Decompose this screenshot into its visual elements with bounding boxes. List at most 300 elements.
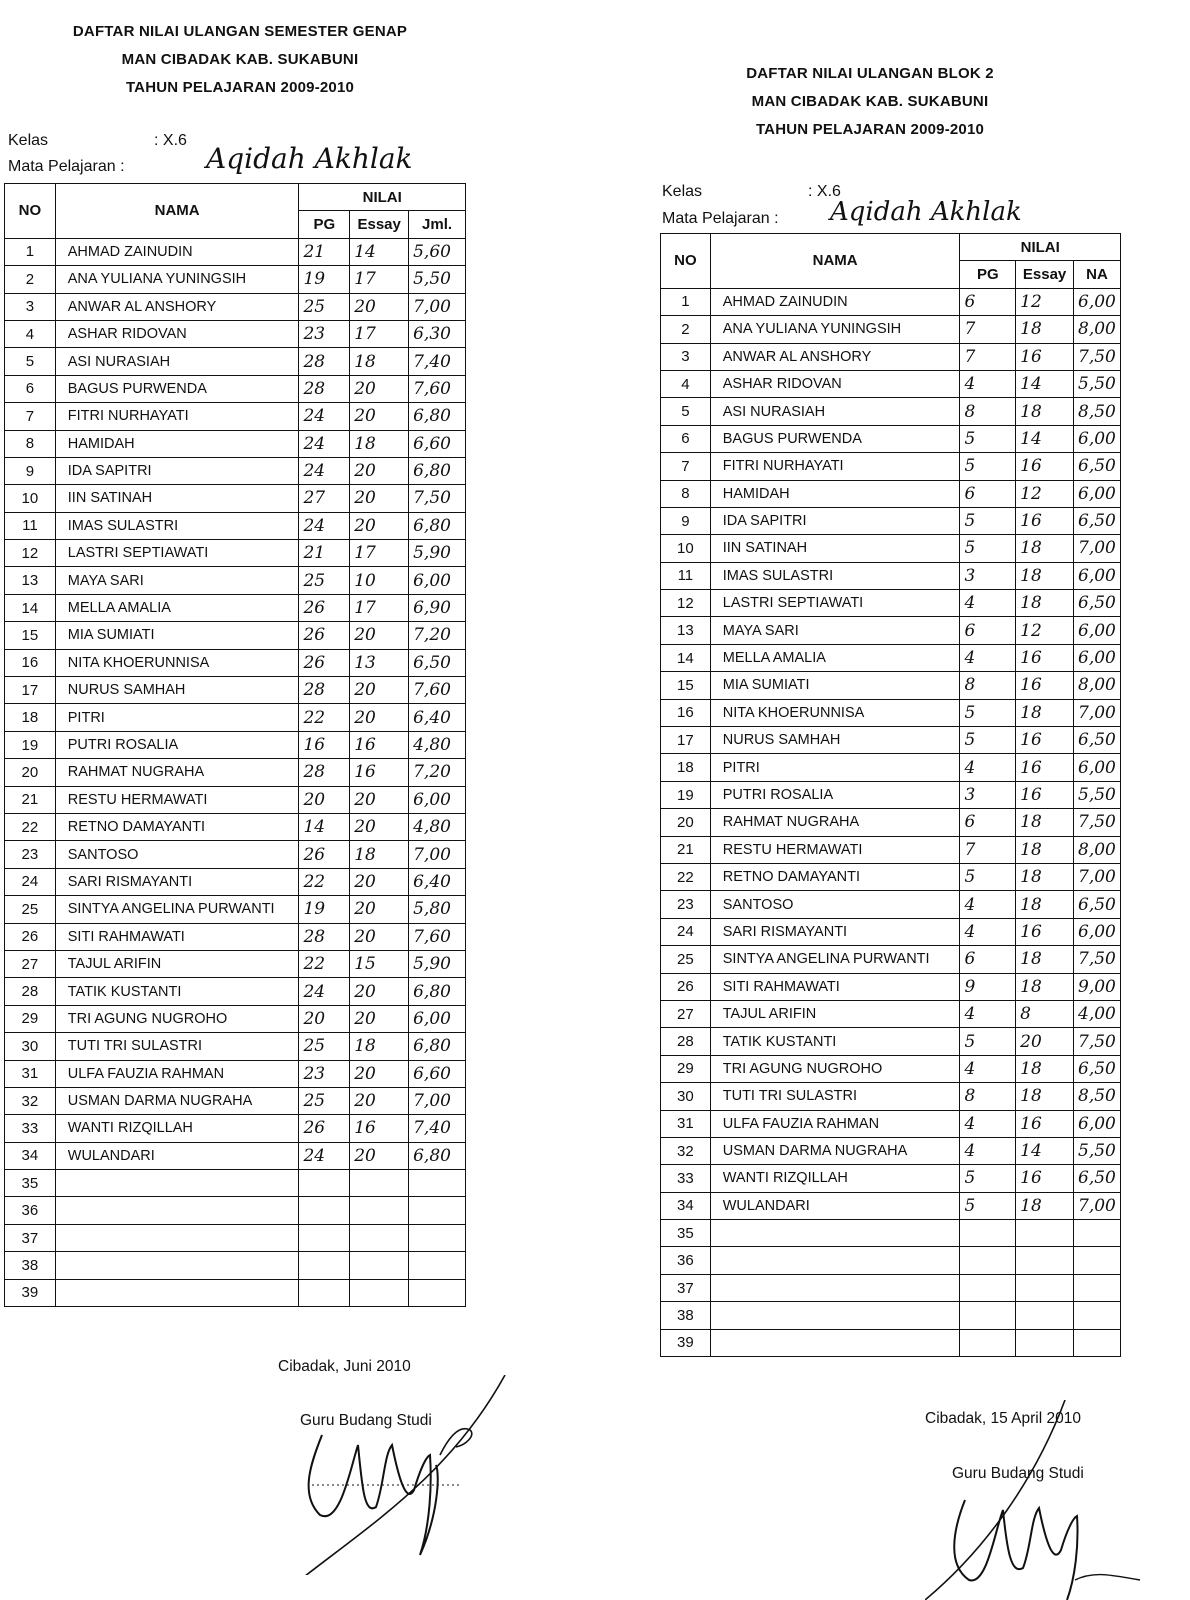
- essay-score: 18: [1016, 946, 1074, 973]
- left-title-line-2: MAN CIBADAK KAB. SUKABUNI: [121, 51, 359, 68]
- na-score: [1074, 1220, 1121, 1247]
- table-row: [661, 288, 1121, 315]
- pg-score: 4: [960, 1110, 1016, 1137]
- row-number: 12: [5, 540, 56, 567]
- student-name: RAHMAT NUGRAHA: [710, 809, 960, 836]
- jml-score: 6,60: [409, 1060, 466, 1087]
- table-row: [5, 1142, 466, 1169]
- pg-score: 6: [960, 480, 1016, 507]
- student-name: FITRI NURHAYATI: [710, 453, 960, 480]
- left-header-no: NO: [5, 184, 56, 239]
- essay-score: 20: [350, 677, 409, 704]
- pg-score: [960, 1302, 1016, 1329]
- student-name: PITRI: [55, 704, 299, 731]
- student-name: MIA SUMIATI: [55, 622, 299, 649]
- right-header-nilai: NILAI: [960, 234, 1121, 261]
- essay-score: 16: [1016, 1110, 1074, 1137]
- essay-score: [350, 1224, 409, 1251]
- essay-score: 12: [1016, 480, 1074, 507]
- na-score: [1074, 1274, 1121, 1301]
- row-number: 6: [5, 375, 56, 402]
- row-number: 14: [661, 644, 711, 671]
- essay-score: 18: [350, 430, 409, 457]
- jml-score: 7,50: [409, 485, 466, 512]
- row-number: 26: [661, 973, 711, 1000]
- table-row: [5, 266, 466, 293]
- na-score: 8,00: [1074, 316, 1121, 343]
- student-name: MIA SUMIATI: [710, 672, 960, 699]
- left-place-date: Cibadak, Juni 2010: [278, 1358, 411, 1375]
- pg-score: 20: [299, 786, 350, 813]
- student-name: SANTOSO: [710, 891, 960, 918]
- table-row: [5, 841, 466, 868]
- row-number: 11: [5, 512, 56, 539]
- row-number: 39: [661, 1329, 711, 1356]
- na-score: 7,00: [1074, 699, 1121, 726]
- student-name: RESTU HERMAWATI: [710, 836, 960, 863]
- essay-score: 20: [350, 896, 409, 923]
- table-row: [5, 868, 466, 895]
- student-name: IMAS SULASTRI: [710, 562, 960, 589]
- jml-score: 4,80: [409, 813, 466, 840]
- table-row: [661, 507, 1121, 534]
- pg-score: [960, 1329, 1016, 1356]
- na-score: [1074, 1329, 1121, 1356]
- jml-score: 6,30: [409, 320, 466, 347]
- table-row: [661, 1247, 1121, 1274]
- right-mapel-label: Mata Pelajaran :: [662, 210, 779, 227]
- essay-score: 16: [1016, 672, 1074, 699]
- na-score: 7,50: [1074, 1028, 1121, 1055]
- student-name: [55, 1252, 299, 1279]
- essay-score: 16: [1016, 453, 1074, 480]
- jml-score: 7,60: [409, 375, 466, 402]
- pg-score: 4: [960, 590, 1016, 617]
- right-grade-table: [660, 233, 1121, 1357]
- table-row: [5, 1060, 466, 1087]
- pg-score: 24: [299, 1142, 350, 1169]
- jml-score: 6,00: [409, 786, 466, 813]
- table-row: [5, 485, 466, 512]
- table-row: [661, 1110, 1121, 1137]
- row-number: 33: [661, 1165, 711, 1192]
- na-score: 8,50: [1074, 1083, 1121, 1110]
- row-number: 34: [5, 1142, 56, 1169]
- na-score: 5,50: [1074, 781, 1121, 808]
- student-name: IMAS SULASTRI: [55, 512, 299, 539]
- table-row: [5, 1087, 466, 1114]
- essay-score: 17: [350, 320, 409, 347]
- pg-score: 5: [960, 535, 1016, 562]
- na-score: 6,00: [1074, 480, 1121, 507]
- pg-score: 19: [299, 266, 350, 293]
- pg-score: 8: [960, 672, 1016, 699]
- essay-score: 13: [350, 649, 409, 676]
- na-score: 8,00: [1074, 672, 1121, 699]
- na-score: 6,50: [1074, 507, 1121, 534]
- table-row: [661, 973, 1121, 1000]
- essay-score: 18: [1016, 1192, 1074, 1219]
- table-row: [661, 343, 1121, 370]
- row-number: 9: [5, 457, 56, 484]
- essay-score: 18: [1016, 836, 1074, 863]
- student-name: [710, 1247, 960, 1274]
- table-row: [661, 1329, 1121, 1356]
- student-name: TRI AGUNG NUGROHO: [55, 1005, 299, 1032]
- student-name: [55, 1224, 299, 1251]
- table-row: [5, 540, 466, 567]
- row-number: 32: [661, 1137, 711, 1164]
- na-score: 6,00: [1074, 644, 1121, 671]
- essay-score: [350, 1252, 409, 1279]
- student-name: IIN SATINAH: [710, 535, 960, 562]
- na-score: 6,50: [1074, 891, 1121, 918]
- table-row: [661, 644, 1121, 671]
- table-row: [661, 480, 1121, 507]
- pg-score: 22: [299, 704, 350, 731]
- pg-score: 22: [299, 868, 350, 895]
- na-score: 8,00: [1074, 836, 1121, 863]
- pg-score: 4: [960, 754, 1016, 781]
- row-number: 19: [661, 781, 711, 808]
- pg-score: 6: [960, 946, 1016, 973]
- student-name: [710, 1220, 960, 1247]
- pg-score: [960, 1220, 1016, 1247]
- table-row: [661, 754, 1121, 781]
- essay-score: 18: [1016, 535, 1074, 562]
- student-name: HAMIDAH: [55, 430, 299, 457]
- row-number: 31: [661, 1110, 711, 1137]
- student-name: [710, 1274, 960, 1301]
- essay-score: 18: [1016, 1083, 1074, 1110]
- table-row: [5, 649, 466, 676]
- pg-score: 5: [960, 1192, 1016, 1219]
- na-score: 6,00: [1074, 562, 1121, 589]
- table-row: [5, 1170, 466, 1197]
- essay-score: 17: [350, 540, 409, 567]
- table-row: [661, 562, 1121, 589]
- essay-score: 18: [1016, 562, 1074, 589]
- student-name: NURUS SAMHAH: [710, 727, 960, 754]
- left-mapel-label: Mata Pelajaran :: [8, 158, 125, 175]
- table-row: [5, 1279, 466, 1306]
- row-number: 39: [5, 1279, 56, 1306]
- essay-score: [1016, 1220, 1074, 1247]
- na-score: [1074, 1302, 1121, 1329]
- essay-score: 17: [350, 594, 409, 621]
- na-score: 6,00: [1074, 288, 1121, 315]
- student-name: RETNO DAMAYANTI: [55, 813, 299, 840]
- student-name: SITI RAHMAWATI: [710, 973, 960, 1000]
- na-score: 7,00: [1074, 1192, 1121, 1219]
- table-row: [661, 370, 1121, 397]
- na-score: 6,00: [1074, 1110, 1121, 1137]
- essay-score: [1016, 1274, 1074, 1301]
- student-name: ANWAR AL ANSHORY: [55, 293, 299, 320]
- left-mapel-value: Aqidah Akhlak: [206, 142, 413, 175]
- student-name: ANA YULIANA YUNINGSIH: [710, 316, 960, 343]
- table-row: [661, 1165, 1121, 1192]
- table-row: [5, 1252, 466, 1279]
- pg-score: 28: [299, 375, 350, 402]
- pg-score: 28: [299, 759, 350, 786]
- pg-score: 8: [960, 398, 1016, 425]
- row-number: 38: [661, 1302, 711, 1329]
- pg-score: 3: [960, 562, 1016, 589]
- right-title-line-3: TAHUN PELAJARAN 2009-2010: [755, 121, 985, 138]
- table-row: [5, 348, 466, 375]
- table-row: [5, 293, 466, 320]
- na-score: 5,50: [1074, 1137, 1121, 1164]
- pg-score: 4: [960, 370, 1016, 397]
- left-signer-role: Guru Budang Studi: [300, 1412, 432, 1429]
- na-score: 7,50: [1074, 343, 1121, 370]
- row-number: 14: [5, 594, 56, 621]
- essay-score: [350, 1279, 409, 1306]
- table-row: [661, 535, 1121, 562]
- student-name: MAYA SARI: [710, 617, 960, 644]
- student-name: ULFA FAUZIA RAHMAN: [55, 1060, 299, 1087]
- pg-score: 14: [299, 813, 350, 840]
- pg-score: 6: [960, 809, 1016, 836]
- student-name: USMAN DARMA NUGRAHA: [55, 1087, 299, 1114]
- student-name: PUTRI ROSALIA: [55, 731, 299, 758]
- essay-score: 20: [350, 1005, 409, 1032]
- table-row: [5, 759, 466, 786]
- student-name: MELLA AMALIA: [710, 644, 960, 671]
- row-number: 15: [661, 672, 711, 699]
- student-name: [55, 1197, 299, 1224]
- right-header-na: NA: [1074, 261, 1121, 288]
- table-row: [661, 1192, 1121, 1219]
- table-row: [661, 1028, 1121, 1055]
- essay-score: 18: [1016, 699, 1074, 726]
- student-name: WANTI RIZQILLAH: [710, 1165, 960, 1192]
- essay-score: 20: [350, 704, 409, 731]
- essay-score: [1016, 1329, 1074, 1356]
- student-name: SARI RISMAYANTI: [710, 918, 960, 945]
- pg-score: 5: [960, 727, 1016, 754]
- table-row: [661, 918, 1121, 945]
- row-number: 35: [5, 1170, 56, 1197]
- student-name: [710, 1302, 960, 1329]
- essay-score: 20: [350, 485, 409, 512]
- row-number: 25: [661, 946, 711, 973]
- essay-score: 20: [350, 622, 409, 649]
- pg-score: [299, 1170, 350, 1197]
- student-name: RESTU HERMAWATI: [55, 786, 299, 813]
- table-row: [5, 430, 466, 457]
- left-table-body: [5, 238, 466, 1306]
- essay-score: 20: [350, 813, 409, 840]
- row-number: 6: [661, 425, 711, 452]
- student-name: NITA KHOERUNNISA: [710, 699, 960, 726]
- jml-score: 5,90: [409, 950, 466, 977]
- essay-score: 16: [1016, 781, 1074, 808]
- student-name: RETNO DAMAYANTI: [710, 863, 960, 890]
- row-number: 20: [5, 759, 56, 786]
- essay-score: 18: [350, 348, 409, 375]
- essay-score: [1016, 1302, 1074, 1329]
- pg-score: 24: [299, 978, 350, 1005]
- essay-score: 15: [350, 950, 409, 977]
- jml-score: 7,20: [409, 622, 466, 649]
- essay-score: 18: [1016, 1055, 1074, 1082]
- essay-score: 18: [1016, 590, 1074, 617]
- jml-score: 7,40: [409, 348, 466, 375]
- student-name: [55, 1279, 299, 1306]
- jml-score: 6,00: [409, 567, 466, 594]
- row-number: 30: [5, 1033, 56, 1060]
- pg-score: 7: [960, 316, 1016, 343]
- jml-score: 6,40: [409, 868, 466, 895]
- table-row: [5, 1197, 466, 1224]
- essay-score: 20: [350, 403, 409, 430]
- pg-score: 9: [960, 973, 1016, 1000]
- row-number: 10: [5, 485, 56, 512]
- right-header-nama: NAMA: [710, 234, 960, 289]
- table-row: [5, 567, 466, 594]
- jml-score: [409, 1279, 466, 1306]
- student-name: NITA KHOERUNNISA: [55, 649, 299, 676]
- right-title-line-1: DAFTAR NILAI ULANGAN BLOK 2: [746, 65, 994, 82]
- pg-score: [960, 1247, 1016, 1274]
- row-number: 18: [661, 754, 711, 781]
- row-number: 5: [661, 398, 711, 425]
- essay-score: 16: [350, 1115, 409, 1142]
- left-header-jml: Jml.: [409, 211, 466, 238]
- left-title-line-3: TAHUN PELAJARAN 2009-2010: [125, 79, 355, 96]
- row-number: 37: [5, 1224, 56, 1251]
- table-row: [5, 457, 466, 484]
- pg-score: [299, 1279, 350, 1306]
- row-number: 25: [5, 896, 56, 923]
- jml-score: 6,60: [409, 430, 466, 457]
- row-number: 9: [661, 507, 711, 534]
- student-name: MAYA SARI: [55, 567, 299, 594]
- student-name: WULANDARI: [55, 1142, 299, 1169]
- student-name: SARI RISMAYANTI: [55, 868, 299, 895]
- right-header-pg: PG: [960, 261, 1016, 288]
- row-number: 34: [661, 1192, 711, 1219]
- essay-score: 18: [350, 1033, 409, 1060]
- essay-score: 20: [350, 786, 409, 813]
- pg-score: 5: [960, 1028, 1016, 1055]
- row-number: 8: [5, 430, 56, 457]
- pg-score: [299, 1224, 350, 1251]
- pg-score: 5: [960, 863, 1016, 890]
- jml-score: 5,80: [409, 896, 466, 923]
- pg-score: 25: [299, 567, 350, 594]
- jml-score: 7,60: [409, 923, 466, 950]
- left-header-nama: NAMA: [55, 184, 299, 239]
- essay-score: 20: [350, 923, 409, 950]
- row-number: 29: [661, 1055, 711, 1082]
- pg-score: [960, 1274, 1016, 1301]
- table-row: [5, 238, 466, 265]
- right-place-date: Cibadak, 15 April 2010: [925, 1410, 1081, 1427]
- table-row: [5, 512, 466, 539]
- essay-score: 18: [1016, 863, 1074, 890]
- na-score: 7,50: [1074, 809, 1121, 836]
- row-number: 1: [5, 238, 56, 265]
- essay-score: 17: [350, 266, 409, 293]
- right-signer-role: Guru Budang Studi: [952, 1465, 1084, 1482]
- jml-score: 7,20: [409, 759, 466, 786]
- student-name: ASHAR RIDOVAN: [55, 320, 299, 347]
- left-header-nilai: NILAI: [299, 184, 466, 211]
- row-number: 20: [661, 809, 711, 836]
- jml-score: 6,80: [409, 1142, 466, 1169]
- na-score: 7,00: [1074, 535, 1121, 562]
- student-name: SINTYA ANGELINA PURWANTI: [55, 896, 299, 923]
- pg-score: 24: [299, 457, 350, 484]
- row-number: 27: [661, 1000, 711, 1027]
- jml-score: 4,80: [409, 731, 466, 758]
- table-row: [661, 1000, 1121, 1027]
- row-number: 11: [661, 562, 711, 589]
- student-name: SANTOSO: [55, 841, 299, 868]
- table-row: [661, 425, 1121, 452]
- student-name: MELLA AMALIA: [55, 594, 299, 621]
- pg-score: 19: [299, 896, 350, 923]
- table-row: [5, 950, 466, 977]
- student-name: BAGUS PURWENDA: [55, 375, 299, 402]
- jml-score: 6,80: [409, 1033, 466, 1060]
- table-row: [5, 923, 466, 950]
- right-signature: [925, 1400, 1155, 1600]
- student-name: RAHMAT NUGRAHA: [55, 759, 299, 786]
- na-score: 6,50: [1074, 590, 1121, 617]
- student-name: TAJUL ARIFIN: [710, 1000, 960, 1027]
- essay-score: 16: [350, 759, 409, 786]
- jml-score: [409, 1170, 466, 1197]
- row-number: 2: [661, 316, 711, 343]
- na-score: 6,00: [1074, 754, 1121, 781]
- table-row: [661, 398, 1121, 425]
- row-number: 28: [5, 978, 56, 1005]
- na-score: 8,50: [1074, 398, 1121, 425]
- student-name: TAJUL ARIFIN: [55, 950, 299, 977]
- pg-score: 26: [299, 649, 350, 676]
- table-row: [661, 863, 1121, 890]
- pg-score: 28: [299, 348, 350, 375]
- jml-score: 5,60: [409, 238, 466, 265]
- student-name: AHMAD ZAINUDIN: [710, 288, 960, 315]
- left-grade-table: [4, 183, 466, 1307]
- essay-score: 12: [1016, 288, 1074, 315]
- pg-score: 26: [299, 594, 350, 621]
- row-number: 32: [5, 1087, 56, 1114]
- row-number: 36: [5, 1197, 56, 1224]
- essay-score: 14: [1016, 1137, 1074, 1164]
- student-name: IDA SAPITRI: [55, 457, 299, 484]
- jml-score: 7,00: [409, 293, 466, 320]
- essay-score: 16: [1016, 644, 1074, 671]
- row-number: 30: [661, 1083, 711, 1110]
- pg-score: 26: [299, 622, 350, 649]
- table-row: [661, 946, 1121, 973]
- table-row: [5, 704, 466, 731]
- essay-score: 14: [350, 238, 409, 265]
- table-row: [661, 891, 1121, 918]
- table-row: [5, 1005, 466, 1032]
- pg-score: 3: [960, 781, 1016, 808]
- essay-score: [1016, 1247, 1074, 1274]
- student-name: ANWAR AL ANSHORY: [710, 343, 960, 370]
- table-row: [5, 677, 466, 704]
- jml-score: 6,80: [409, 512, 466, 539]
